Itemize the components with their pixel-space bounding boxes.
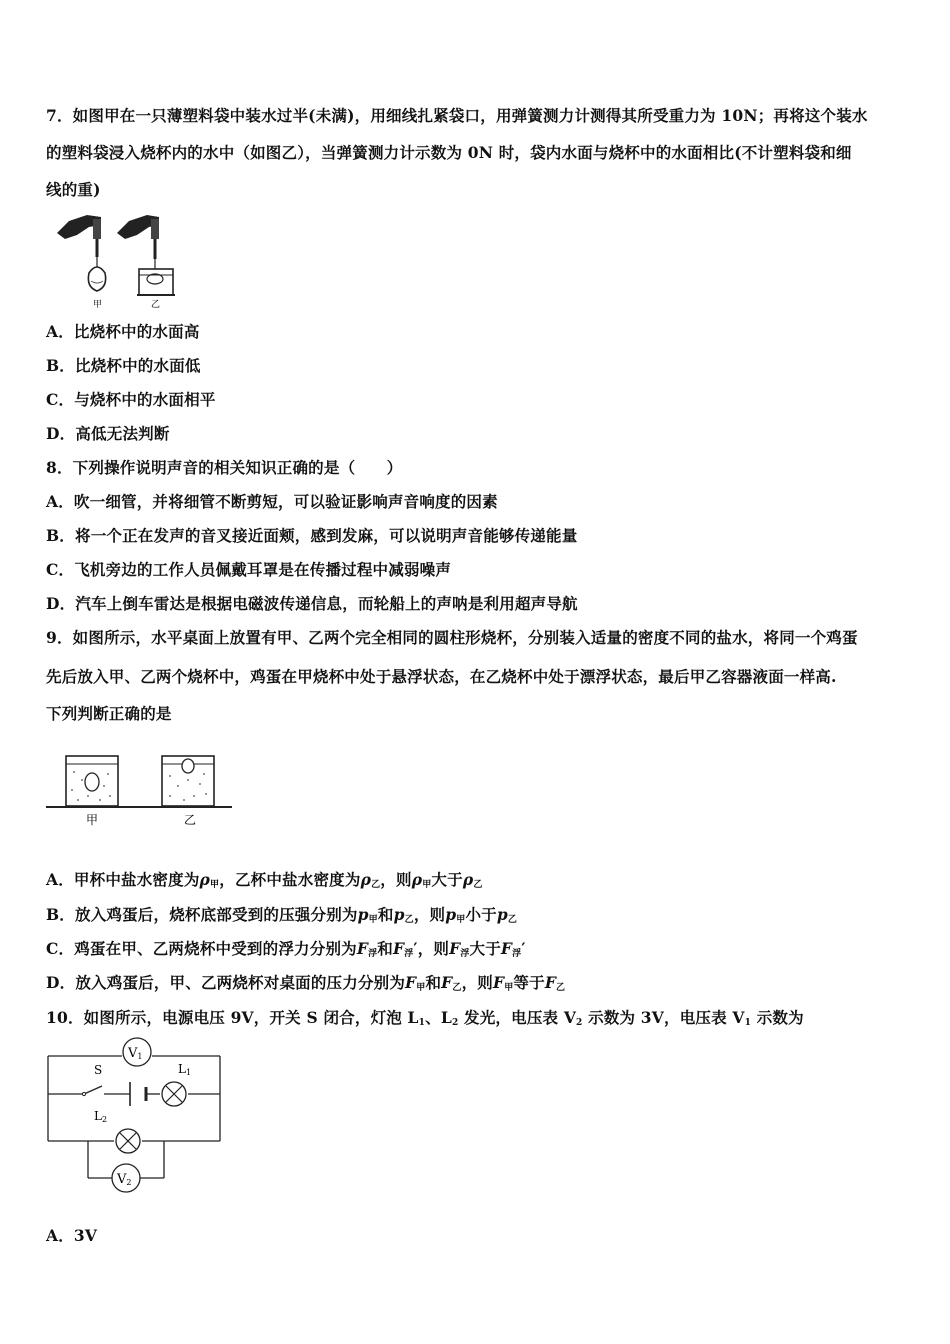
q9-option-c: C．鸡蛋在甲、乙两烧杯中受到的浮力分别为$F_浮$和$F_浮'$，则$F_浮$大于$F_浮'$ — [46, 939, 526, 959]
q10-stem: 10．如图所示，电源电压 9V，开关 S 闭合，灯泡 $L_1$、$L_2$ 发光，电压表 $V_2$ 示数为 3V，电压表 $V_1$ 示数为 — [46, 1008, 804, 1028]
q7-option-b: B．比烧杯中的水面低 — [46, 356, 201, 375]
q10-option-a: A．3V — [46, 1226, 98, 1245]
q7-stem-line2: 的塑料袋浸入烧杯内的水中（如图乙），当弹簧测力计示数为 0N 时，袋内水面与烧杯中的水面相比(不计塑料袋和细 — [46, 143, 852, 162]
q9-option-d: D．放入鸡蛋后，甲、乙两烧杯对桌面的压力分别为$F_甲$和$F_乙$，则$F_甲$等于$F_乙$ — [46, 973, 566, 993]
q8-option-a: A．吹一细管，并将细管不断剪短，可以验证影响声音响度的因素 — [46, 492, 498, 511]
switch-label: S — [94, 1063, 103, 1077]
q7-stem-line1: 7．如图甲在一只薄塑料袋中装水过半(未满)，用细线扎紧袋口，用弹簧测力计测得其所受重力为 10N；再将这个装水 — [46, 106, 868, 125]
lamp-l1 — [162, 1082, 186, 1106]
q9-figure — [44, 750, 234, 830]
voltmeter-v2 — [112, 1164, 140, 1192]
q10-circuit-diagram — [42, 1036, 227, 1196]
q7-option-c: C．与烧杯中的水面相平 — [46, 390, 216, 409]
q9-stem-line2: 先后放入甲、乙两个烧杯中，鸡蛋在甲烧杯中处于悬浮状态，在乙烧杯中处于漂浮状态，最后甲乙容器液面一样高. — [46, 667, 837, 686]
q7-figure — [55, 205, 185, 310]
q8-stem: 8．下列操作说明声音的相关知识正确的是（ ） — [46, 458, 403, 477]
svg-text:V2: V2 — [117, 1172, 132, 1187]
q7-option-d: D．高低无法判断 — [46, 424, 170, 443]
q9-stem-line3: 下列判断正确的是 — [46, 704, 172, 723]
q9-fig-label-b: 乙 — [184, 813, 197, 827]
q7-fig-label-b: 乙 — [151, 300, 161, 310]
q8-option-c: C．飞机旁边的工作人员佩戴耳罩是在传播过程中减弱噪声 — [46, 560, 452, 579]
q7-option-a: A．比烧杯中的水面高 — [46, 322, 200, 341]
lamp2-label: L2 — [94, 1109, 108, 1124]
lamp1-label: L1 — [178, 1062, 192, 1077]
lamp-l2 — [116, 1129, 140, 1153]
q9-option-b: B．放入鸡蛋后，烧杯底部受到的压强分别为$p_甲$和$p_乙$，则$p_甲$小于$p_乙$ — [46, 905, 518, 925]
q9-option-a: A．甲杯中盐水密度为$\rho_甲$，乙杯中盐水密度为$\rho_乙$，则$\rho_甲$大于$\rho_乙$ — [46, 870, 483, 890]
voltmeter-v1 — [123, 1038, 151, 1066]
q7-fig-label-a: 甲 — [93, 300, 103, 310]
svg-text:V1: V1 — [128, 1046, 143, 1061]
q9-fig-label-a: 甲 — [86, 813, 99, 827]
egg-a — [85, 773, 99, 791]
q8-option-b: B．将一个正在发声的音叉接近面颊，感到发麻，可以说明声音能够传递能量 — [46, 526, 578, 545]
egg-b — [182, 759, 194, 773]
q9-stem-line1: 9．如图所示，水平桌面上放置有甲、乙两个完全相同的圆柱形烧杯，分别装入适量的密度不同的盐水，将同一个鸡蛋 — [46, 628, 858, 647]
q8-option-d: D．汽车上倒车雷达是根据电磁波传递信息，而轮船上的声呐是利用超声导航 — [46, 594, 578, 613]
q7-stem-line3: 线的重) — [46, 180, 101, 199]
